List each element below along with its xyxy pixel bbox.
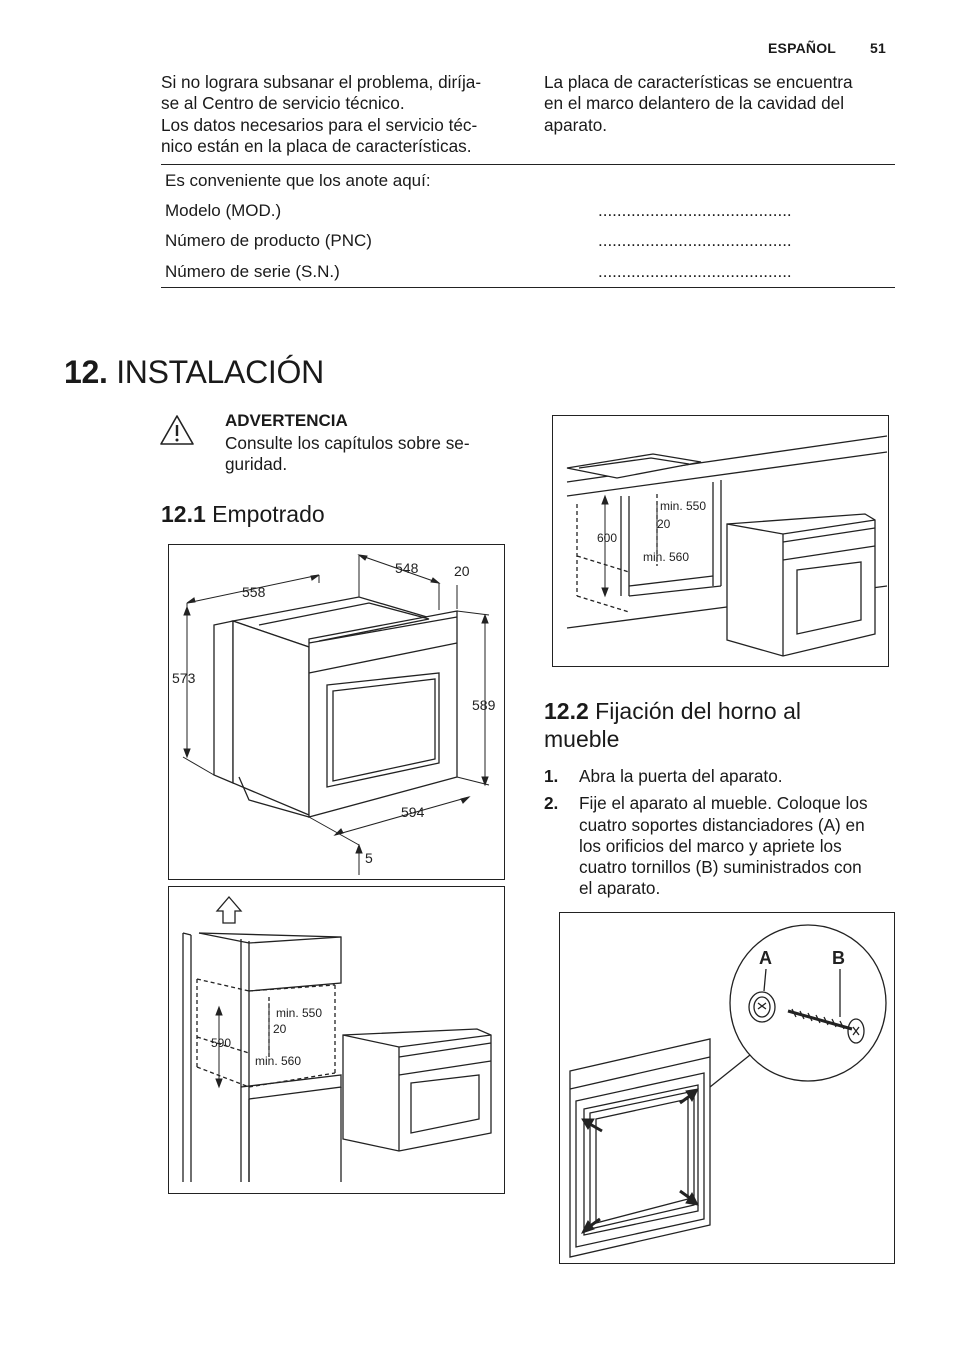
figure-fixing-screws (559, 912, 895, 1264)
section-number: 12. (64, 354, 108, 390)
warning-text (225, 433, 470, 476)
dim-label: 20 (657, 517, 671, 531)
subsection-title-text: mueble (544, 726, 620, 752)
dim-label: 20 (454, 563, 470, 579)
subsection-title-text: Empotrado (212, 501, 325, 527)
warning-title: ADVERTENCIA (225, 411, 348, 430)
warning-line: guridad. (225, 454, 288, 475)
table-intro: Es conveniente que los anote aquí: (165, 171, 431, 190)
dim-label: 573 (172, 670, 196, 686)
dim-label: 20 (273, 1022, 287, 1036)
step-line: cuatro tornillos (B) suministrados con (579, 857, 862, 878)
section-title (64, 354, 324, 391)
warning-icon (159, 413, 195, 447)
step-line: Fije el aparato al mueble. Coloque los (579, 793, 868, 814)
figure-column-installation (168, 886, 505, 1194)
dim-label: min. 550 (276, 1006, 323, 1020)
dim-label: min. 550 (660, 499, 707, 513)
step-number: 1. (544, 766, 559, 786)
steps-list (544, 766, 904, 900)
dim-label: 594 (401, 804, 425, 820)
table-row-label: Número de producto (PNC) (165, 231, 372, 250)
table-row-label: Número de serie (S.N.) (165, 262, 340, 281)
section-title-text: INSTALACIÓN (116, 354, 324, 390)
figure-undercounter-installation (552, 415, 889, 667)
page-number: 51 (870, 40, 886, 56)
step-line: cuatro soportes distanciadores (A) en (579, 814, 865, 835)
subsection-number: 12.2 (544, 698, 589, 724)
subsection-title-fijacion (544, 697, 801, 753)
step-line: los orificios del marco y apriete los (579, 835, 842, 856)
service-right-line: La placa de características se encuentra (544, 72, 853, 92)
subsection-title-empotrado (161, 500, 325, 528)
service-left-line: nico están en la placa de características. (161, 135, 472, 156)
label-a: A (759, 948, 772, 968)
dim-label: min. 560 (255, 1054, 302, 1068)
subsection-title-text: Fijación del horno al (595, 698, 801, 724)
step-line: Abra la puerta del aparato. (579, 766, 783, 786)
service-left-line: Si no lograra subsanar el problema, diríja- (161, 72, 482, 92)
step-number: 2. (544, 793, 559, 814)
table-row-value: ......................................... (598, 201, 792, 220)
service-left-paragraph (161, 72, 531, 157)
table-row-label: Modelo (MOD.) (165, 201, 282, 220)
dim-label: min. 560 (643, 550, 690, 564)
table-bottom-rule (161, 287, 895, 288)
dim-label: 600 (597, 531, 618, 545)
table-row-value: ......................................... (598, 262, 792, 281)
dim-label: 548 (395, 560, 419, 576)
dim-label: 5 (365, 850, 373, 866)
service-right-line: en el marco delantero de la cavidad del (544, 93, 845, 114)
table-top-rule (161, 164, 895, 165)
dim-label: 590 (211, 1036, 232, 1050)
service-right-paragraph (544, 72, 904, 136)
warning-line: Consulte los capítulos sobre se- (225, 433, 470, 453)
list-item (544, 793, 904, 899)
list-item (544, 766, 904, 787)
service-left-line: Los datos necesarios para el servicio téc- (161, 114, 478, 135)
step-line: el aparato. (579, 878, 661, 899)
service-right-line: aparato. (544, 114, 608, 135)
table-row-value: ......................................... (598, 231, 792, 250)
subsection-number: 12.1 (161, 501, 206, 527)
header-language: ESPAÑOL (768, 40, 837, 56)
figure-oven-dimensions (168, 544, 505, 880)
label-b: B (832, 948, 845, 968)
service-left-line: se al Centro de servicio técnico. (161, 93, 405, 114)
dim-label: 589 (472, 697, 496, 713)
dim-label: 558 (242, 584, 266, 600)
